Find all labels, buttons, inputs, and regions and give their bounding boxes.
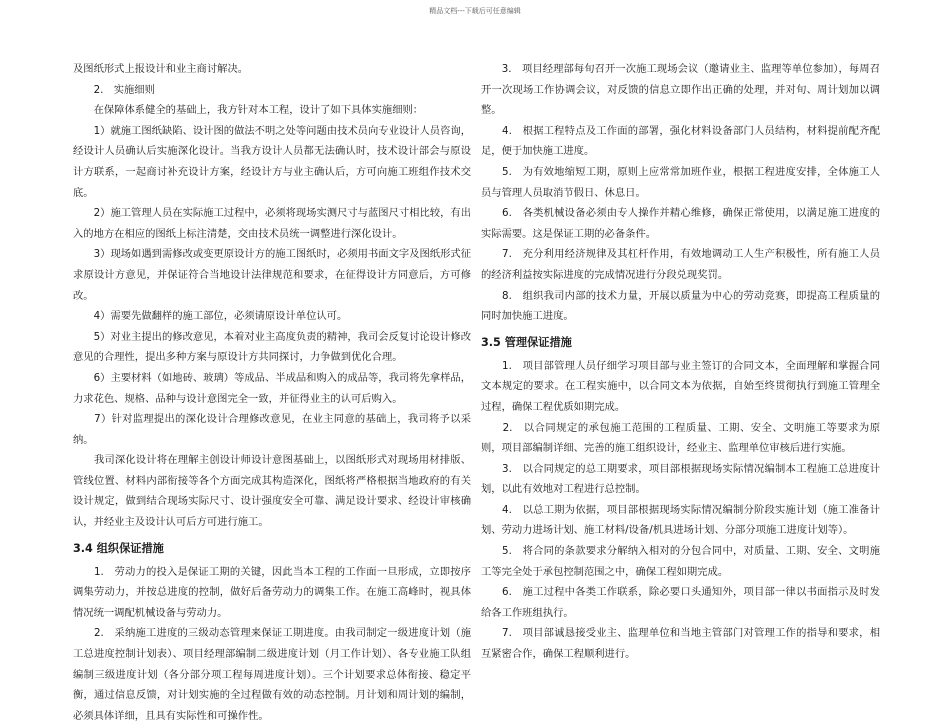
- paragraph: 1. 项目部管理人员仔细学习项目部与业主签订的合同文本，全面理解和掌握合同文本规定的要求。在工程实施中，以合同文本为依据，自始至终贯彻执行到施工管理全过程，确保工程优质如期完成。: [481, 359, 880, 413]
- paragraph: 6）主要材料（如地砖、玻璃）等成品、半成品和购入的成品等，我司将先拿样品，力求花色、规格、品种与设计意图完全一致，并征得业主的认可后购入。: [73, 371, 471, 405]
- paragraph: 在保障体系健全的基础上，我方针对本工程，设计了如下具体实施细则：: [73, 104, 424, 117]
- paragraph: 7. 项目部诚恳接受业主、监理单位和当地主管部门对管理工作的指导和要求，相互紧密合作，确保工程顺利进行。: [481, 627, 880, 661]
- paragraph: 2. 采纳施工进度的三级动态管理来保证工期进度。由我司制定一级进度计划（施工总进度控制计划表）、项目经理部编制二级进度计划（月工作计划）、各专业施工队组编制三级进度计划（各分部分项工程每周进度计划）。三个计划要求总体衔接、稳定平衡，通过信息反馈，对计划实施的全过程做有效的动态控制。月计划和周计划的编制，必须具体详细，且具有实际性和可操作性。: [73, 627, 471, 722]
- page-header: 精品文档---下载后可任意编辑: [429, 7, 521, 15]
- paragraph: 3. 项目经理部每旬召开一次施工现场会议（邀请业主、监理等单位参加），每周召开一次现场工作协调会议，对反馈的信息立即作出正确的处理，并对旬、周计划加以调整。: [481, 63, 880, 117]
- paragraph: 4）需要先做翻样的施工部位，必须请原设计单位认可。: [73, 310, 348, 323]
- section-heading: 3.4 组织保证措施: [73, 541, 164, 555]
- right-column: [481, 59, 880, 665]
- paragraph: 4. 以总工期为依据，项目部根据现场实际情况编制分阶段实施计划（施工准备计划、劳动力进场计划、施工材料/设备/机具进场计划、分部分项施工进度计划等）。: [481, 503, 880, 537]
- paragraph: 6. 各类机械设备必须由专人操作并精心维修，确保正常使用，以满足施工进度的实际需要。这是保证工期的必备条件。: [481, 207, 880, 240]
- paragraph: 1）就施工图纸缺陷、设计图的做法不明之处等问题由技术员向专业设计人员咨询，经设计人员确认后实施深化设计。当我方设计人员都无法确认时，技术设计部会与原设计方联系，一起商讨补充设计方案，经设计方与业主确认后，方可向施工班组作技术交底。: [73, 124, 471, 199]
- paragraph: 7）针对监理提出的深化设计合理修改意见，在业主同意的基础上，我司将予以采纳。: [73, 413, 471, 446]
- paragraph: 2. 以合同规定的承包施工范围的工程质量、工期、安全、文明施工等要求为原则，项目部编制详细、完善的施工组织设计，经业主、监理单位审核后进行实施。: [481, 421, 880, 455]
- paragraph: 1. 劳动力的投入是保证工期的关键，因此当本工程的工作面一旦形成，立即按序调集劳动力，并按总进度的控制，做好后备劳动力的调集工作。在施工高峰时，视具体情况统一调配机械设备与劳动力。: [73, 565, 471, 619]
- paragraph: 2）施工管理人员在实际施工过程中，必须将现场实测尺寸与蓝图尺寸相比较，有出入的地方在相应的图纸上标注清楚，交由技术员统一调整进行深化设计。: [73, 207, 471, 240]
- paragraph: 3）现场如遇到需修改或变更原设计方的施工图纸时，必须用书面文字及图纸形式征求原设计方意见，并保证符合当地设计法律规范和要求，在征得设计方同意后，方可修改。: [73, 248, 471, 302]
- left-column: [73, 59, 471, 726]
- paragraph: 5. 将合同的条款要求分解纳入相对的分包合同中，对质量、工期、安全、文明施工等完全处于承包控制范围之中，确保工程如期完成。: [481, 545, 880, 578]
- paragraph: 我司深化设计将在理解主创设计师设计意图基础上，以图纸形式对现场用材排版、管线位置、材料内部衔接等各个方面完成其构造深化，图纸将严格根据当地政府的有关设计规定，做到结合现场实际尺寸、设计强度安全可靠、满足设计要求、经设计审核确认，并经业主及设计认可后方可进行施工。: [73, 454, 471, 529]
- paragraph: 5. 为有效地缩短工期，原则上应常常加班作业，根据工程进度安排，全体施工人员与管理人员取消节假日、休息日。: [481, 165, 880, 199]
- paragraph: 5）对业主提出的修改意见，本着对业主高度负责的精神，我司会反复讨论设计修改意见的合理性，提出多种方案与原设计方共同探讨，力争做到优化合理。: [73, 330, 471, 364]
- paragraph: 8. 组织我司内部的技术力量，开展以质量为中心的劳动竞赛，即提高工程质量的同时加快施工进度。: [481, 289, 880, 323]
- paragraph: 4. 根据工程特点及工作面的部署，强化材料设备部门人员结构，材料提前配齐配足，便于加快施工进度。: [481, 124, 880, 158]
- paragraph: 2. 实施细则: [73, 83, 155, 96]
- section-heading: 3.5 管理保证措施: [481, 335, 572, 349]
- paragraph: 6. 施工过程中各类工作联系，除必要口头通知外，项目部一律以书面指示及时发给各工作班组执行。: [481, 586, 880, 619]
- paragraph: 3. 以合同规定的总工期要求，项目部根据现场实际情况编制本工程施工总进度计划，以此有效地对工程进行总控制。: [481, 462, 880, 496]
- paragraph: 7. 充分利用经济规律及其杠杆作用，有效地调动工人生产积极性，所有施工人员的经济利益按实际进度的完成情况进行分段兑现奖罚。: [481, 248, 880, 281]
- paragraph: 及图纸形式上报设计和业主商讨解决。: [73, 63, 249, 75]
